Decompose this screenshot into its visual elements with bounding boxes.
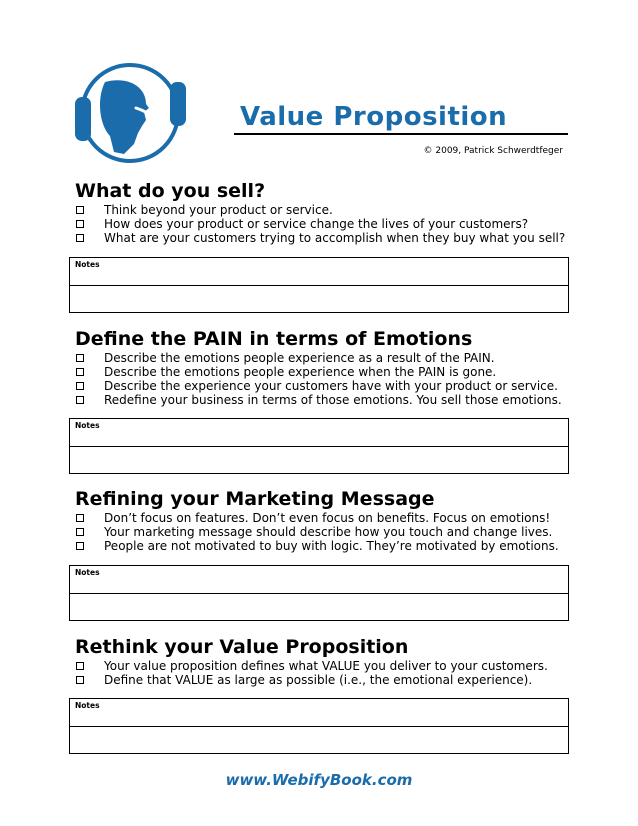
checkbox-icon[interactable] (76, 354, 84, 362)
section-heading: What do you sell? (75, 180, 266, 202)
headset-person-speaking-icon (72, 58, 190, 168)
checkbox-icon[interactable] (76, 528, 84, 536)
section-refining-marketing-message (75, 488, 575, 553)
checklist-item (75, 673, 575, 687)
checklist-item-text: Describe the emotions people experience when the PAIN is gone. (104, 365, 497, 379)
notes-label: Notes (75, 568, 100, 577)
checkbox-icon[interactable] (76, 368, 84, 376)
checklist-item-text: Don’t focus on features. Don’t even focus on benefits. Focus on emotions! (104, 511, 551, 525)
checklist-item-text: Redefine your business in terms of those emotions. You sell those emotions. (104, 393, 562, 407)
checklist-item (75, 351, 575, 365)
notes-box[interactable] (69, 418, 569, 474)
checkbox-icon[interactable] (76, 206, 84, 214)
checklist-item (75, 217, 575, 231)
section-heading: Refining your Marketing Message (75, 488, 435, 510)
checklist-item-text: People are not motivated to buy with logic. They’re motivated by emotions. (104, 539, 559, 553)
notes-divider (70, 726, 568, 727)
checklist-item (75, 365, 575, 379)
checklist (75, 659, 575, 687)
checkbox-icon[interactable] (76, 234, 84, 242)
checklist-item (75, 231, 575, 245)
checklist-item-text: Define that VALUE as large as possible (i.e., the emotional experience). (104, 673, 533, 687)
section-what-do-you-sell (75, 180, 575, 245)
checkbox-icon[interactable] (76, 396, 84, 404)
checklist-item (75, 511, 575, 525)
notes-box[interactable] (69, 565, 569, 621)
notes-divider (70, 446, 568, 447)
section-rethink-value-proposition (75, 636, 575, 687)
checklist (75, 203, 575, 245)
checklist-item (75, 659, 575, 673)
checkbox-icon[interactable] (76, 676, 84, 684)
notes-label: Notes (75, 421, 100, 430)
notes-box[interactable] (69, 698, 569, 754)
checklist-item-text: Your value proposition defines what VALUE you deliver to your customers. (104, 659, 548, 673)
page-title: Value Proposition (240, 102, 508, 132)
notes-divider (70, 285, 568, 286)
checklist-item (75, 379, 575, 393)
notes-box[interactable] (69, 257, 569, 313)
notes-divider (70, 593, 568, 594)
notes-label: Notes (75, 260, 100, 269)
checklist-item (75, 539, 575, 553)
checkbox-icon[interactable] (76, 662, 84, 670)
checklist-item-text: Describe the experience your customers have with your product or service. (104, 379, 558, 393)
section-heading: Rethink your Value Proposition (75, 636, 409, 658)
checklist (75, 511, 575, 553)
checkbox-icon[interactable] (76, 542, 84, 550)
checkbox-icon[interactable] (76, 220, 84, 228)
copyright-text: © 2009, Patrick Schwerdtfeger (423, 146, 563, 156)
checklist-item (75, 525, 575, 539)
title-underline (234, 133, 568, 135)
footer-link[interactable]: www.WebifyBook.com (225, 771, 413, 789)
section-heading: Define the PAIN in terms of Emotions (75, 328, 473, 350)
checklist-item (75, 203, 575, 217)
checklist-item-text: What are your customers trying to accomplish when they buy what you sell? (104, 231, 566, 245)
checklist-item-text: Think beyond your product or service. (104, 203, 333, 217)
checklist (75, 351, 575, 407)
checkbox-icon[interactable] (76, 514, 84, 522)
checklist-item-text: Your marketing message should describe how you touch and change lives. (104, 525, 553, 539)
checklist-item-text: Describe the emotions people experience as a result of the PAIN. (104, 351, 495, 365)
section-define-the-pain (75, 328, 575, 407)
notes-label: Notes (75, 701, 100, 710)
checklist-item-text: How does your product or service change the lives of your customers? (104, 217, 529, 231)
checklist-item (75, 393, 575, 407)
checkbox-icon[interactable] (76, 382, 84, 390)
